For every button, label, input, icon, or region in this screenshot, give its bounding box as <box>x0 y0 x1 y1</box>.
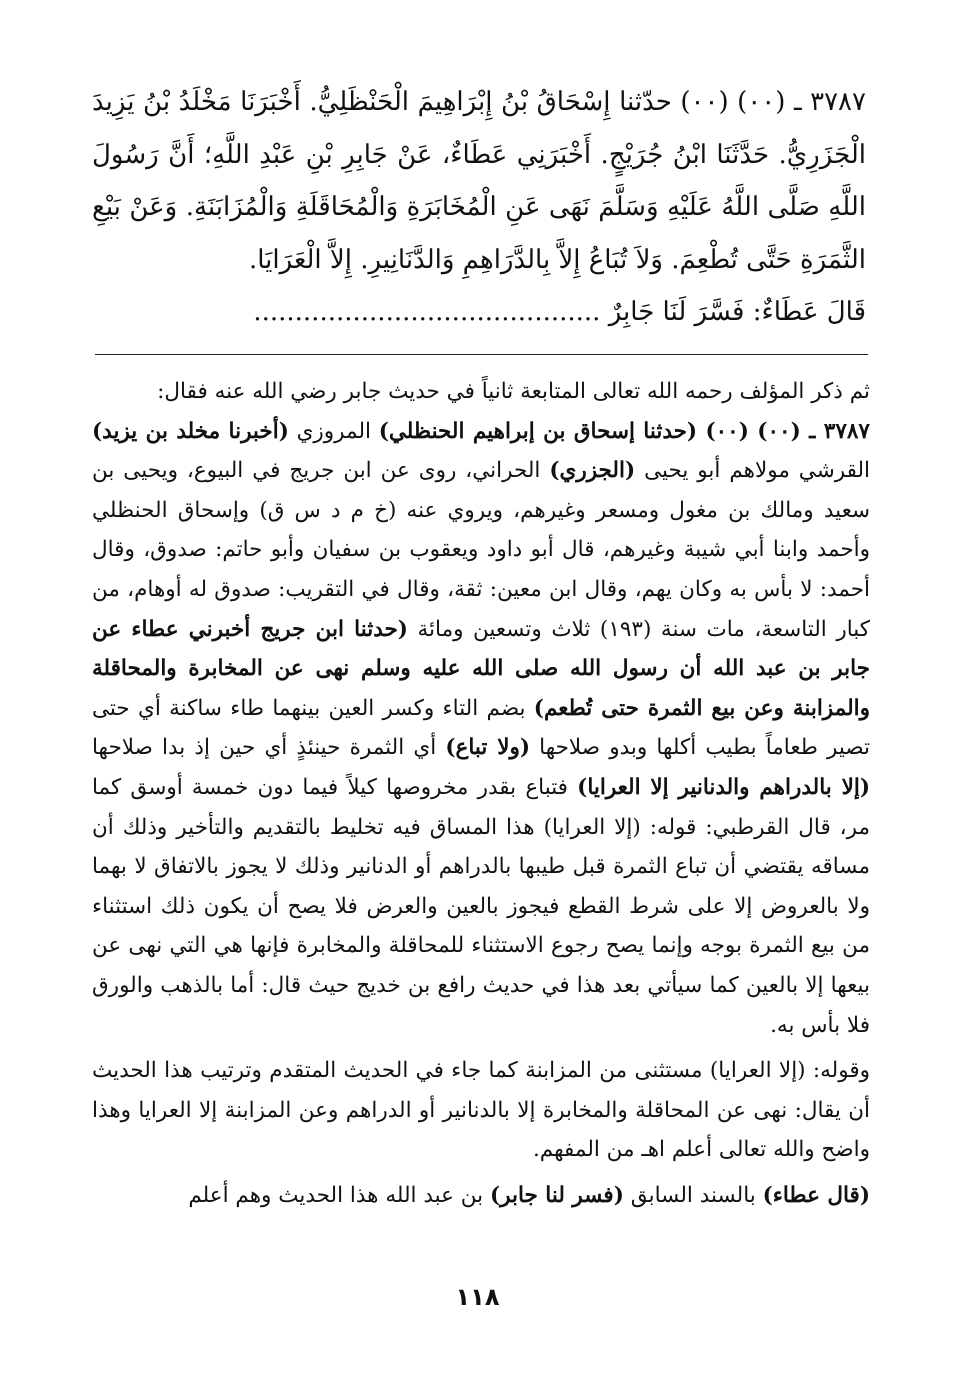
commentary-seg: (ولا تباع) <box>445 735 531 761</box>
commentary-paragraph-2: وقوله: (إلا العرايا) مستثنى من المزابنة كما جاء في الحديث المتقدم وترتيب هذا الحديث أن يقال: نهى عن المحاقلة والمخابرة إلا بالدنانير أو الدراهم وعن المزابنة إلا العرايا وهذا واضح والله تعالى أعلم اهـ من المفهم. <box>92 1058 870 1163</box>
hadith-narrator-line: قَالَ عَطَاءٌ: فَسَّرَ لَنَا جَابِرٌ .......................................... <box>253 297 866 327</box>
commentary-seg: بضم التاء وكسر العين بينهما طاء ساكنة أي حتى تصير طعاماً بطيب أكلها وبدو صلاحها <box>92 695 870 761</box>
commentary-seg: بن عبد الله هذا الحديث وهم أعلم <box>188 1182 490 1208</box>
commentary-seg: (فسر لنا جابر) <box>489 1182 624 1208</box>
footnote-divider <box>95 354 868 355</box>
commentary-seg: القرشي مولاهم أبو يحيى <box>635 458 870 484</box>
commentary-seg: (قال عطاء) <box>762 1182 870 1208</box>
commentary-paragraph-1 <box>92 412 870 1046</box>
commentary-seg: بالسند السابق <box>623 1182 763 1208</box>
commentary-intro: ثم ذكر المؤلف رحمه الله تعالى المتابعة ثانياً في حديث جابر رضي الله عنه فقال: <box>157 379 870 404</box>
commentary-seg: الحراني، روى عن ابن جريج في البيوع، ويحيى بن سعيد ومالك بن مغول ومسعر وغيرهم، ويروي عنه (خ م د س ق) وإسحاق الحنظلي وأحمد وابنا أبي شيبة وغيرهم، قال أبو داود ويعقوب بن سفيان وأبو حاتم: صدوق، وقال أحمد: لا بأس به وكان يهم، وقال ابن معين: ثقة، وقال في التقريب: صدوق له أوهام، من كبار التاسعة، مات سنة (١٩٣) ثلاث وتسعين ومائة <box>92 458 870 642</box>
commentary-seg: (إلا بالدراهم والدنانير إلا العرايا) <box>577 774 870 800</box>
commentary-seg: (الجزري) <box>549 458 636 484</box>
commentary-seg: (حدثنا ابن جريج أخبرني عطاء عن جابر بن عبد الله أن رسول الله صلى الله عليه وسلم نهى عن المخابرة والمحاقلة والمزابنة وعن بيع الثمرة حتى تُطعم) <box>92 616 870 721</box>
commentary-seg: فتباع بقدر مخروصها كيلاً فيما دون خمسة أوسق كما مر، قال القرطبي: قوله: (إلا العرايا) هذا المساق فيه تخليط بالتقديم والتأخير وذلك أن مساقه يقتضي أن تباع الثمرة قبل طيبها بالدراهم أو الدنانير وذلك لا يجوز بالاتفاق لا بهما ولا بالعروض إلا على شرط القطع فيجوز بالعين والعرض فلا يصح أن يكون ذلك استثناء من بيع الثمرة بوجه وإنما يصح رجوع الاستثناء للمحاقلة والمخابرة فإنها هي التي نهى عن بيعها إلا بالعين كما سيأتي بعد هذا في حديث رافع بن خديج حيث قال: أما بالذهب والورق فلا بأس به. <box>92 774 870 1038</box>
commentary-block <box>92 372 870 1215</box>
hadith-text: ٣٧٨٧ ـ (٠٠) (٠٠) حدّثنا إِسْحَاقُ بْنُ إِبْرَاهِيمَ الْحَنْظَلِيُّ. أَخْبَرَنَا مَخْلَدُ بْنُ يَزِيدَ الْجَزَرِيُّ. حَدَّثَنَا ابْنُ جُرَيْجٍ. أَخْبَرَنِي عَطَاءٌ، عَنْ جَابِرِ بْنِ عَبْدِ اللَّهِ؛ أَنَّ رَسُولَ اللَّهِ صَلَّى اللَّهُ عَلَيْهِ وَسَلَّمَ نَهَى عَنِ الْمُخَابَرَةِ وَالْمُحَاقَلَةِ وَالْمُزَابَنَةِ. وَعَنْ بَيْعِ الثَّمَرَةِ حَتَّى تُطْعِمَ. وَلاَ تُبَاعُ إِلاَّ بِالدَّرَاهِمِ وَالدَّنَانِيرِ. إِلاَّ الْعَرَايَا. <box>92 87 866 275</box>
commentary-seg: ٣٧٨٧ ـ (٠٠) (٠٠) <box>697 418 870 444</box>
commentary-seg: أي الثمرة حينئذٍ أي حين إذ بدا صلاحها <box>92 735 446 761</box>
commentary-seg: (أخبرنا مخلد بن يزيد) <box>92 418 289 444</box>
commentary-seg: المروزي <box>288 418 379 444</box>
commentary-paragraph-3 <box>92 1176 870 1216</box>
page-number: ١١٨ <box>455 1283 500 1311</box>
hadith-text-block <box>92 76 866 339</box>
commentary-seg: (حدثنا إسحاق بن إبراهيم الحنظلي) <box>378 418 698 444</box>
